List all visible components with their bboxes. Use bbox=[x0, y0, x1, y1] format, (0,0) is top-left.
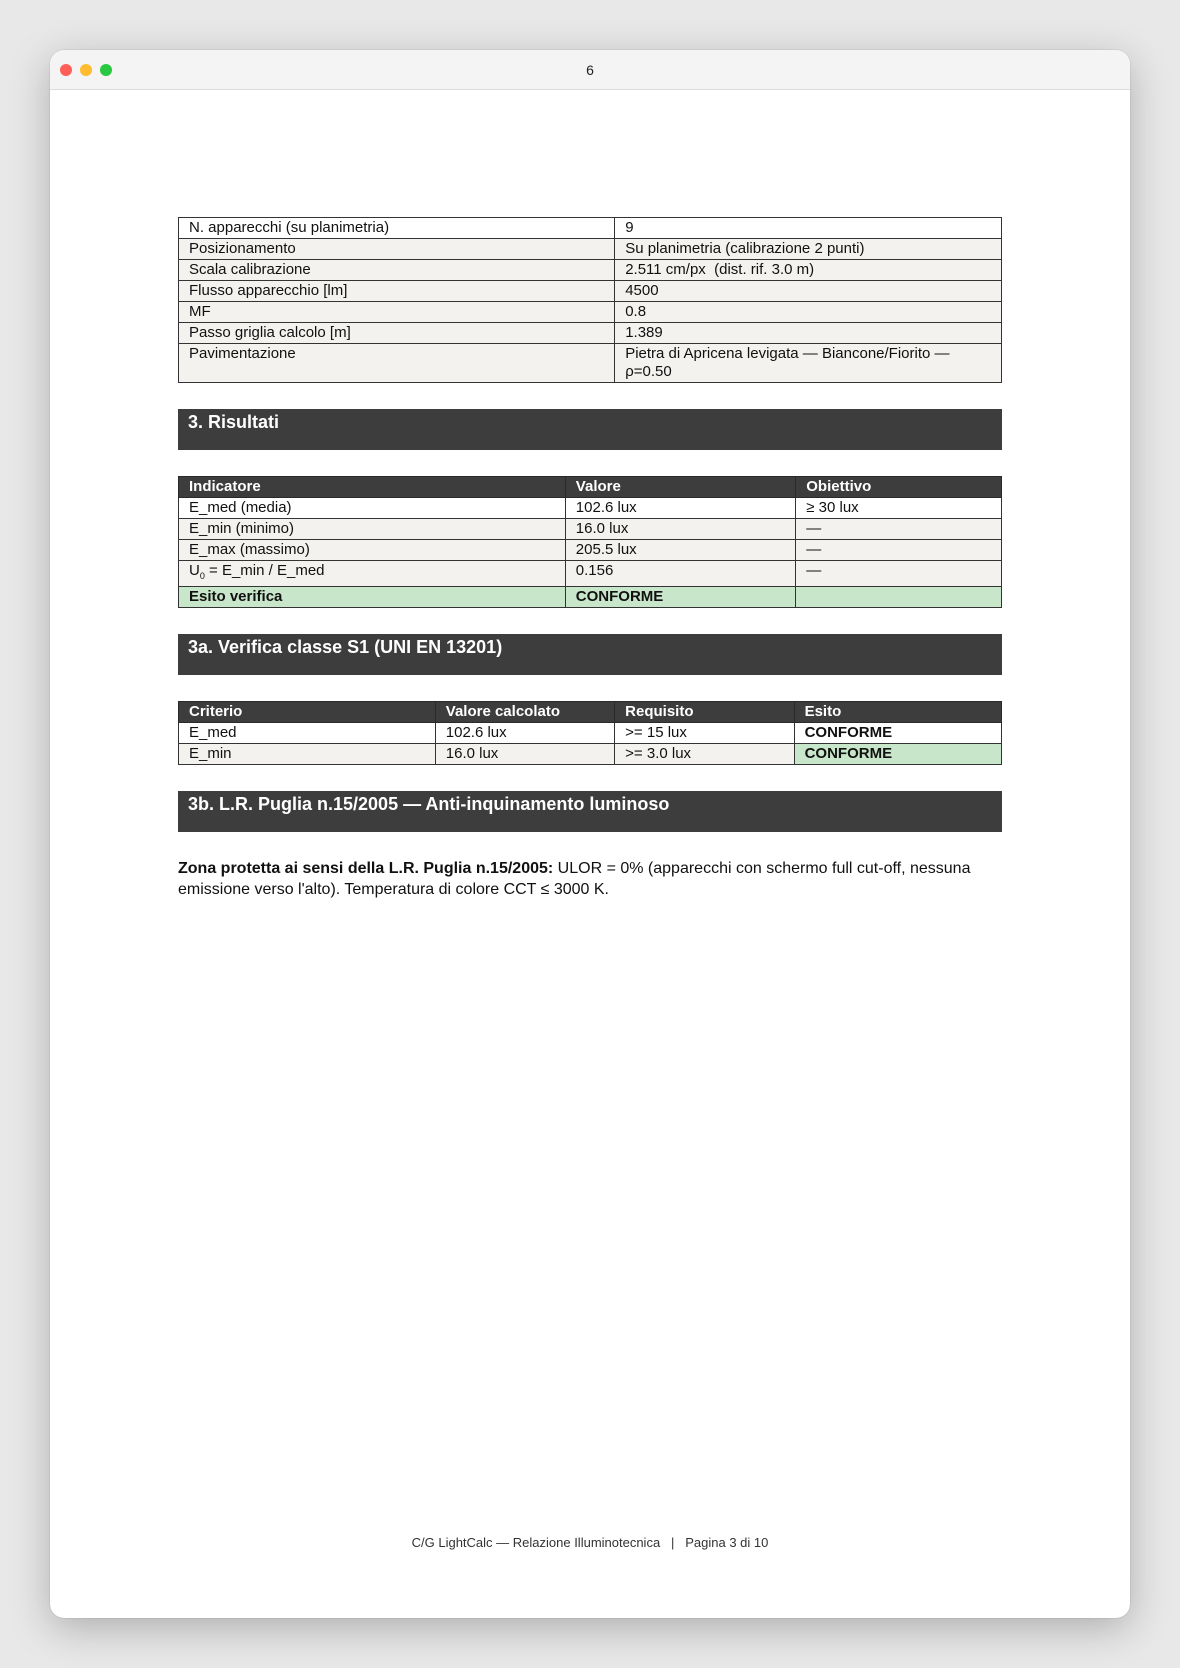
param-value: 2.511 cm/px (dist. rif. 3.0 m) bbox=[615, 260, 1002, 281]
uniformity-symbol: U bbox=[189, 562, 200, 579]
table-row bbox=[179, 323, 1002, 344]
table-row bbox=[179, 744, 1002, 765]
requirement-cell: >= 15 lux bbox=[615, 723, 794, 744]
param-value: 0.8 bbox=[615, 302, 1002, 323]
esito-label: Esito verifica bbox=[179, 587, 566, 608]
report-page bbox=[178, 217, 1002, 900]
table-row bbox=[179, 498, 1002, 519]
indicator-cell: E_min (minimo) bbox=[179, 519, 566, 540]
uniformity-formula: = E_min / E_med bbox=[204, 562, 325, 579]
target-cell: ≥ 30 lux bbox=[796, 498, 1002, 519]
puglia-heading: 3b. L.R. Puglia n.15/2005 — Anti-inquinamento luminoso bbox=[178, 791, 1002, 832]
param-label: Flusso apparecchio [lm] bbox=[179, 281, 615, 302]
value-cell: 205.5 lux bbox=[565, 540, 795, 561]
paragraph-text: ULOR = 0% (apparecchi con schermo full cut-off, nessuna emissione verso l'alto). Temperatura di colore CCT ≤ 3000 K. bbox=[178, 860, 971, 898]
esito-value: CONFORME bbox=[565, 587, 795, 608]
indicator-cell bbox=[179, 561, 566, 587]
value-cell: 16.0 lux bbox=[565, 519, 795, 540]
esito-target bbox=[796, 587, 1002, 608]
param-label: MF bbox=[179, 302, 615, 323]
column-header: Criterio bbox=[179, 702, 436, 723]
page-footer: C/G LightCalc — Relazione Illuminotecnica | Pagina 3 di 10 bbox=[411, 1535, 769, 1550]
result-cell: CONFORME bbox=[794, 723, 1001, 744]
table-row bbox=[179, 519, 1002, 540]
result-cell: CONFORME bbox=[794, 744, 1001, 765]
param-value: 9 bbox=[615, 218, 1002, 239]
column-header: Indicatore bbox=[179, 477, 566, 498]
requirement-cell: >= 3.0 lux bbox=[615, 744, 794, 765]
target-cell: — bbox=[796, 561, 1002, 587]
table-row bbox=[179, 344, 1002, 383]
column-header: Valore calcolato bbox=[435, 702, 614, 723]
s1-table bbox=[178, 701, 1002, 765]
s1-heading: 3a. Verifica classe S1 (UNI EN 13201) bbox=[178, 634, 1002, 675]
indicator-cell: E_med (media) bbox=[179, 498, 566, 519]
value-cell: 16.0 lux bbox=[435, 744, 614, 765]
param-label: Posizionamento bbox=[179, 239, 615, 260]
param-value: Su planimetria (calibrazione 2 punti) bbox=[615, 239, 1002, 260]
table-row bbox=[179, 281, 1002, 302]
target-cell: — bbox=[796, 519, 1002, 540]
param-value: Pietra di Apricena levigata — Biancone/Fiorito — ρ=0.50 bbox=[615, 344, 1002, 383]
target-cell: — bbox=[796, 540, 1002, 561]
table-row bbox=[179, 260, 1002, 281]
column-header: Valore bbox=[565, 477, 795, 498]
table-row bbox=[179, 302, 1002, 323]
column-header: Esito bbox=[794, 702, 1001, 723]
param-label: Passo griglia calcolo [m] bbox=[179, 323, 615, 344]
document-window bbox=[50, 50, 1130, 1618]
table-row bbox=[179, 218, 1002, 239]
column-header: Obiettivo bbox=[796, 477, 1002, 498]
results-table bbox=[178, 476, 1002, 608]
param-value: 4500 bbox=[615, 281, 1002, 302]
table-row bbox=[179, 561, 1002, 587]
value-cell: 102.6 lux bbox=[565, 498, 795, 519]
uniformity-subscript: 0 bbox=[199, 571, 205, 581]
table-row bbox=[179, 239, 1002, 260]
esito-row bbox=[179, 587, 1002, 608]
param-label: Pavimentazione bbox=[179, 344, 615, 383]
value-cell: 102.6 lux bbox=[435, 723, 614, 744]
parameters-table bbox=[178, 217, 1002, 383]
puglia-paragraph bbox=[178, 858, 1002, 900]
criterion-cell: E_min bbox=[179, 744, 436, 765]
results-heading: 3. Risultati bbox=[178, 409, 1002, 450]
param-value: 1.389 bbox=[615, 323, 1002, 344]
title-bar bbox=[50, 50, 1130, 90]
param-label: N. apparecchi (su planimetria) bbox=[179, 218, 615, 239]
table-row bbox=[179, 723, 1002, 744]
criterion-cell: E_med bbox=[179, 723, 436, 744]
paragraph-bold: Zona protetta ai sensi della L.R. Puglia n.15/2005: bbox=[178, 860, 554, 877]
table-header-row bbox=[179, 702, 1002, 723]
column-header: Requisito bbox=[615, 702, 794, 723]
table-header-row bbox=[179, 477, 1002, 498]
value-cell: 0.156 bbox=[565, 561, 795, 587]
window-title: 6 bbox=[586, 62, 594, 78]
param-label: Scala calibrazione bbox=[179, 260, 615, 281]
table-row bbox=[179, 540, 1002, 561]
indicator-cell: E_max (massimo) bbox=[179, 540, 566, 561]
